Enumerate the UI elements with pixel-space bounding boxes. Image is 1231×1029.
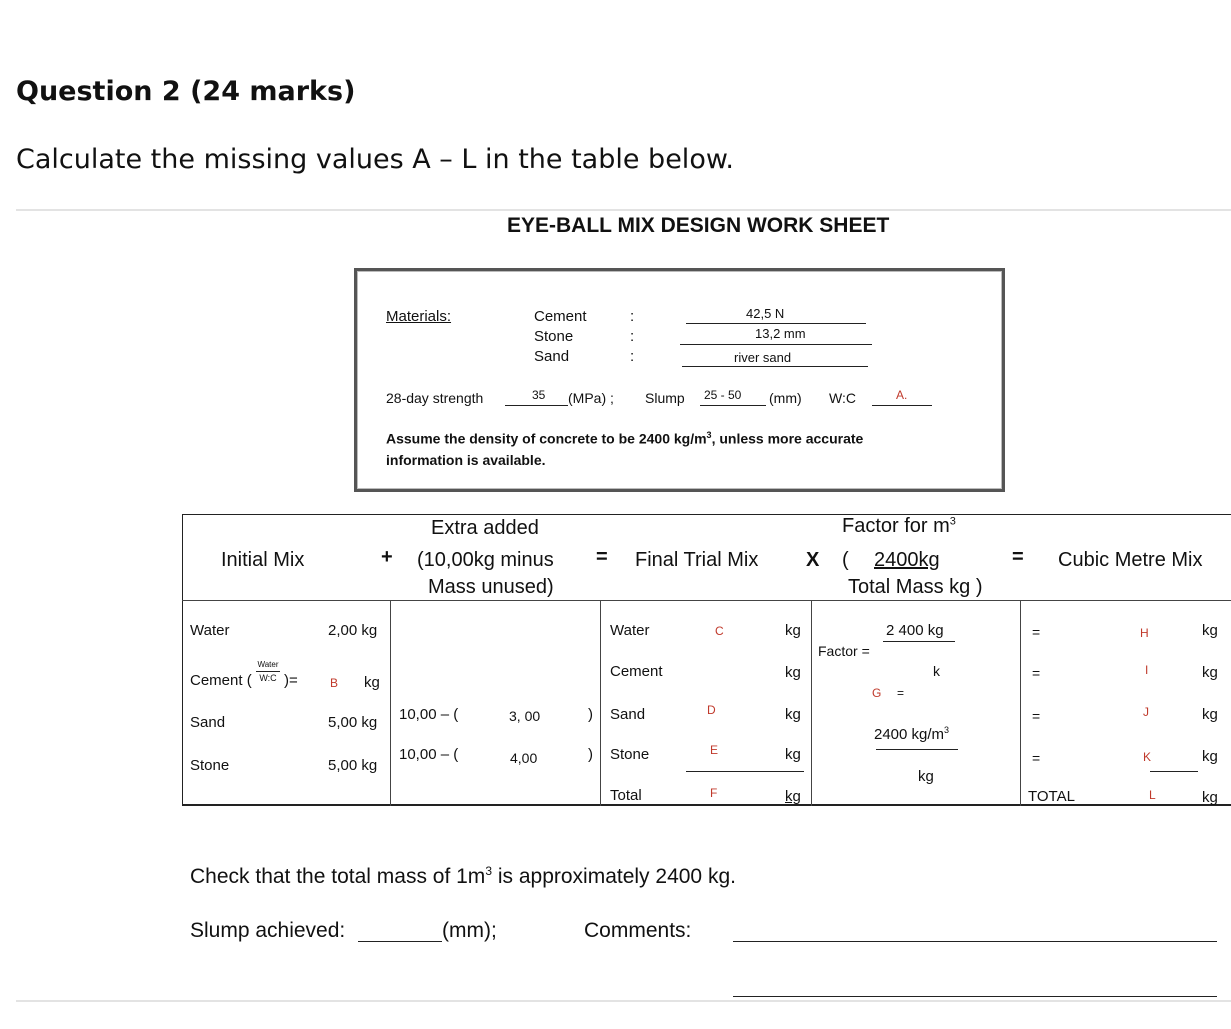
header-cubic-metre-mix: Cubic Metre Mix bbox=[1058, 549, 1203, 571]
cubic-stone-equals: = bbox=[1032, 750, 1041, 766]
strength-unit: (MPa) ; bbox=[568, 390, 614, 406]
extra-sand-value: 3, 00 bbox=[509, 708, 541, 724]
question-title: Question 2 (24 marks) bbox=[16, 76, 356, 107]
final-stone-unit: kg bbox=[785, 746, 801, 763]
cubic-value-k: K bbox=[1143, 750, 1152, 764]
initial-cement-fraction-bar bbox=[256, 671, 280, 672]
factor-denominator-2: kg bbox=[918, 768, 934, 785]
cubic-total-rule bbox=[1150, 771, 1198, 772]
initial-water-value: 2,00 kg bbox=[328, 622, 378, 639]
wc-value: A. bbox=[896, 388, 908, 402]
header-factor-2: 2400kg bbox=[874, 549, 940, 571]
cubic-water-unit: kg bbox=[1202, 622, 1218, 639]
material-sand-underline bbox=[682, 366, 868, 367]
cubic-sand-equals: = bbox=[1032, 708, 1041, 724]
header-factor-3: Total Mass kg ) bbox=[848, 576, 983, 598]
final-total-unit: kg bbox=[785, 788, 801, 805]
slump-achieved-blank[interactable] bbox=[358, 941, 442, 942]
final-total-value: F bbox=[710, 786, 718, 800]
final-sand-value: D bbox=[707, 703, 716, 717]
cubic-sand-unit: kg bbox=[1202, 706, 1218, 723]
extra-stone-value: 4,00 bbox=[510, 750, 538, 766]
strength-value: 35 bbox=[532, 388, 546, 402]
slump-achieved-label: Slump achieved: bbox=[190, 919, 346, 942]
slump-achieved-unit: (mm); bbox=[442, 919, 497, 942]
cubic-value-l: L bbox=[1149, 788, 1156, 802]
col-divider-1 bbox=[390, 600, 391, 806]
cubic-value-i: I bbox=[1145, 663, 1149, 677]
factor-numerator: 2 400 kg bbox=[886, 622, 944, 639]
materials-label: Materials: bbox=[386, 308, 452, 325]
header-factor-1: Factor for $m^3$ bbox=[842, 515, 956, 537]
header-extra-3: Mass unused) bbox=[428, 576, 554, 598]
extra-sand-close: ) bbox=[588, 706, 593, 723]
material-sand-sep: : bbox=[630, 348, 635, 365]
material-stone-value: 13,2 mm bbox=[755, 326, 806, 341]
factor-g-equals: = bbox=[897, 686, 905, 700]
header-equals-1: = bbox=[596, 546, 608, 568]
final-water-label: Water bbox=[610, 622, 650, 639]
cubic-cement-equals: = bbox=[1032, 665, 1041, 681]
col-divider-4 bbox=[1020, 600, 1021, 806]
initial-cement-unit: kg bbox=[364, 674, 380, 691]
col-divider-3 bbox=[811, 600, 812, 806]
initial-stone-label: Stone bbox=[190, 757, 230, 774]
material-stone-underline bbox=[680, 344, 872, 345]
wc-label: W:C bbox=[829, 390, 856, 406]
initial-cement-value: B bbox=[330, 676, 339, 690]
factor-denominator: k bbox=[933, 663, 940, 679]
header-plus: + bbox=[381, 546, 393, 568]
slump-label: Slump bbox=[645, 390, 685, 406]
material-cement-name: Cement bbox=[534, 308, 587, 325]
material-cement-sep: : bbox=[630, 308, 635, 325]
factor-label: Factor = bbox=[818, 643, 870, 659]
cubic-water-equals: = bbox=[1032, 624, 1041, 640]
material-cement-underline bbox=[686, 323, 866, 324]
final-stone-label: Stone bbox=[610, 746, 650, 763]
final-total-label: Total bbox=[610, 787, 642, 804]
strength-underline bbox=[505, 405, 568, 406]
cubic-stone-unit: kg bbox=[1202, 748, 1218, 765]
factor-fraction-bar bbox=[883, 641, 955, 642]
header-extra-2: (10,00kg minus bbox=[417, 549, 554, 571]
material-sand-value: river sand bbox=[734, 350, 792, 365]
header-factor-paren: ( bbox=[842, 549, 849, 571]
final-water-unit: kg bbox=[785, 622, 801, 639]
comments-label: Comments: bbox=[584, 919, 692, 942]
divider-top bbox=[16, 209, 1231, 211]
final-cement-label: Cement bbox=[610, 663, 663, 680]
extra-sand-prefix: 10,00 – ( bbox=[399, 706, 459, 723]
slump-unit: (mm) bbox=[769, 390, 802, 406]
cubic-total-unit: kg bbox=[1202, 789, 1218, 806]
material-sand-name: Sand bbox=[534, 348, 570, 365]
factor-fraction-bar-2 bbox=[876, 749, 958, 750]
cubic-cement-unit: kg bbox=[1202, 664, 1218, 681]
slump-underline bbox=[700, 405, 766, 406]
divider-bottom bbox=[16, 1000, 1231, 1002]
header-equals-2: = bbox=[1012, 546, 1024, 568]
header-initial-mix: Initial Mix bbox=[221, 549, 305, 571]
factor-g-label: G bbox=[872, 686, 882, 700]
initial-stone-value: 5,00 kg bbox=[328, 757, 378, 774]
strength-label: 28-day strength bbox=[386, 390, 484, 406]
initial-cement-fraction-num: Water bbox=[257, 660, 279, 669]
header-final-trial-mix: Final Trial Mix bbox=[635, 549, 759, 571]
final-cement-unit: kg bbox=[785, 664, 801, 681]
question-instruction: Calculate the missing values A – L in the table below. bbox=[16, 144, 735, 175]
initial-cement-label: Cement ( bbox=[190, 672, 252, 689]
initial-cement-close: )= bbox=[284, 672, 298, 689]
table-header-divider bbox=[182, 600, 1231, 601]
assume-line-1: Assume the density of concrete to be 2400 $kg/m^3$, unless more accurate bbox=[386, 430, 864, 447]
initial-water-label: Water bbox=[190, 622, 230, 639]
final-stone-value: E bbox=[710, 743, 719, 757]
assume-line-2: information is available. bbox=[386, 452, 546, 468]
material-cement-value: 42,5 N bbox=[746, 306, 785, 321]
final-sand-label: Sand bbox=[610, 706, 646, 723]
col-divider-2 bbox=[600, 600, 601, 806]
slump-value: 25 - 50 bbox=[704, 388, 742, 402]
extra-stone-prefix: 10,00 – ( bbox=[399, 746, 459, 763]
material-stone-name: Stone bbox=[534, 328, 574, 345]
header-times: X bbox=[806, 549, 820, 571]
comments-line-1[interactable] bbox=[733, 941, 1217, 942]
cubic-value-h: H bbox=[1140, 626, 1149, 640]
final-sand-unit: kg bbox=[785, 706, 801, 723]
extra-stone-close: ) bbox=[588, 746, 593, 763]
cubic-total-label: TOTAL bbox=[1028, 788, 1075, 805]
final-water-value: C bbox=[715, 624, 724, 638]
cubic-value-j: J bbox=[1143, 705, 1149, 719]
initial-sand-value: 5,00 kg bbox=[328, 714, 378, 731]
final-total-rule bbox=[686, 771, 804, 772]
material-stone-sep: : bbox=[630, 328, 635, 345]
initial-sand-label: Sand bbox=[190, 714, 226, 731]
comments-line-2[interactable] bbox=[733, 996, 1217, 997]
check-total-mass: Check that the total mass of $1m^3$ is approximately 2400 kg. bbox=[190, 864, 736, 888]
wc-underline bbox=[872, 405, 932, 406]
initial-cement-fraction-den: W:C bbox=[259, 673, 277, 683]
header-extra-1: Extra added bbox=[431, 517, 539, 539]
factor-numerator-2: 2400 $kg/m^3$ bbox=[874, 725, 950, 743]
sheet-title: EYE-BALL MIX DESIGN WORK SHEET bbox=[507, 214, 890, 237]
